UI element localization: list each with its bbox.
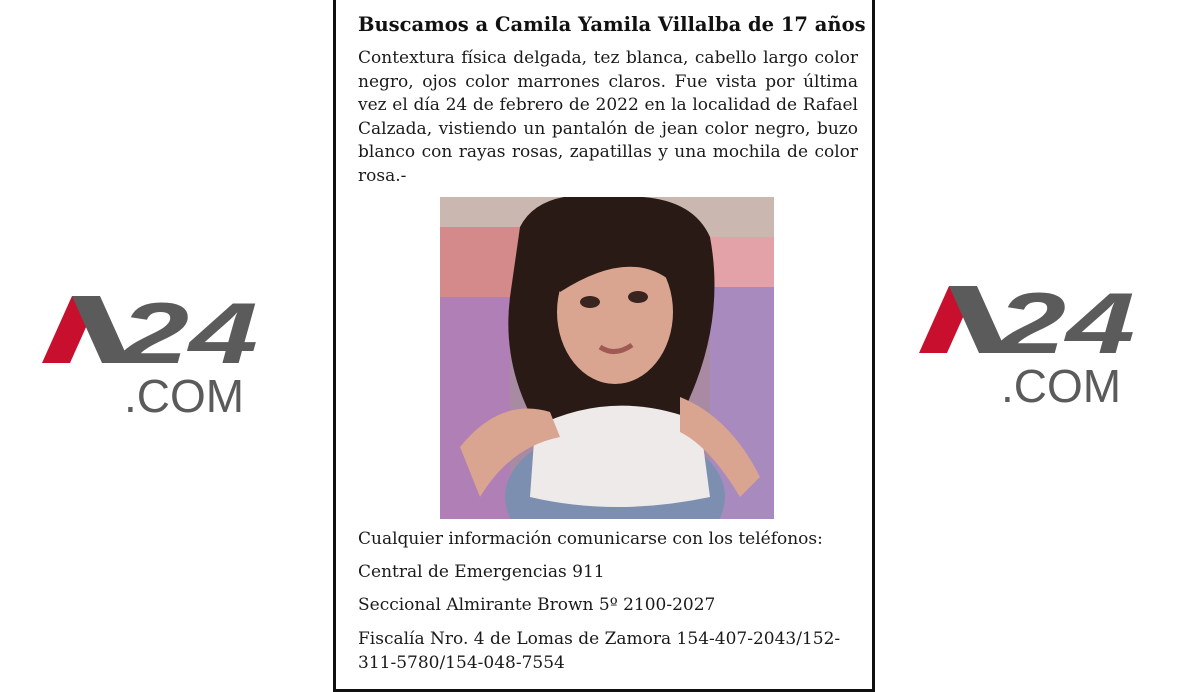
contact-prosecutor: Fiscalía Nro. 4 de Lomas de Zamora 154-407-2043/152-311-5780/154-048-7554	[358, 629, 841, 673]
logo-domain-text: .COM	[1001, 360, 1122, 412]
contact-emergency: Central de Emergencias 911	[358, 562, 605, 582]
logo-24-text: 24	[117, 288, 258, 382]
logo-24-text: 24	[994, 278, 1135, 372]
contact-intro: Cualquier información comunicarse con los teléfonos:	[358, 529, 823, 549]
a24-logo-icon	[915, 278, 1145, 418]
a24-logo-right	[915, 278, 1145, 418]
missing-person-flyer	[333, 0, 875, 692]
person-photo-illustration	[440, 197, 774, 519]
a24-logo-left	[38, 288, 268, 428]
a24-logo-icon	[38, 288, 268, 428]
person-photo	[440, 197, 774, 519]
flyer-description: Contextura física delgada, tez blanca, cabello largo color negro, ojos color marrones claros. Fue vista por última vez el día 24 de febrero de 2022 en la localidad de Rafael Calzada, vistiendo un pantalón de jean color negro, buzo blanco con rayas rosas, zapatillas y una mochila de color rosa.-	[358, 48, 858, 186]
logo-domain-text: .COM	[124, 370, 245, 422]
contact-police-station: Seccional Almirante Brown 5º 2100-2027	[358, 595, 716, 615]
flyer-title: Buscamos a Camila Yamila Villalba de 17 años	[358, 13, 866, 36]
